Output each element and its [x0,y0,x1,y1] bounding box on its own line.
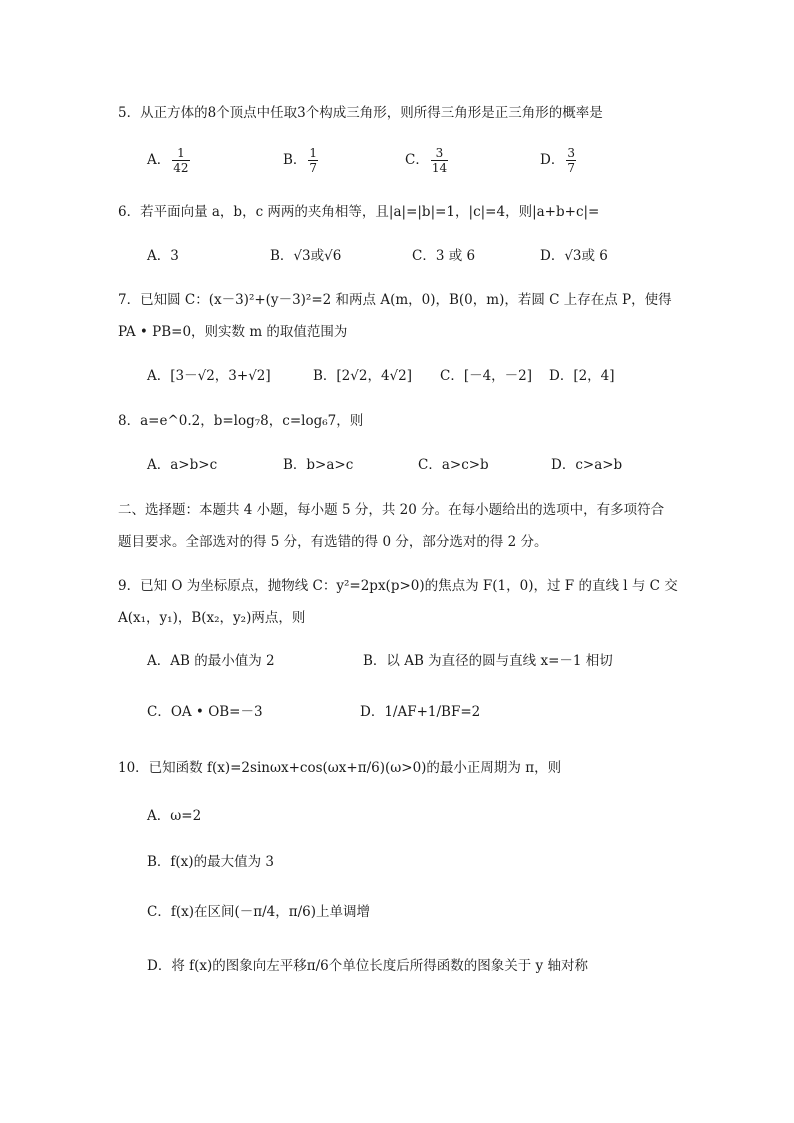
q7-option-c: C．[－4，－2] [440,368,533,384]
q7-option-a: A．[3－√2，3+√2] [147,368,271,384]
q8-option-b: B．b>a>c [283,457,354,473]
q6-stem: 6．若平面向量 a，b，c 两两的夹角相等，且|a|=|b|=1，|c|=4，则|a+b+c|= [118,204,600,220]
q8-option-d: D．c>a>b [551,457,623,473]
q10-option-d: D．将 f(x)的图象向左平移π/6个单位长度后所得函数的图象关于 y 轴对称 [147,958,588,974]
q9-stem-line1: 9．已知 O 为坐标原点，抛物线 C：y²=2px(p>0)的焦点为 F(1，0)，过 F 的直线 l 与 C 交 [118,578,678,594]
q9-option-d: D．1/AF+1/BF=2 [360,704,481,720]
q6-option-a: A．3 [147,248,179,264]
q10-option-b: B．f(x)的最大值为 3 [147,854,274,870]
q9-stem-line2: A(x₁，y₁)，B(x₂，y₂)两点，则 [118,610,306,626]
q7-option-b: B．[2√2，4√2] [313,368,413,384]
q5-option-c: C． $\frac{3}{14}$ [405,146,448,175]
q10-option-a: A．ω=2 [147,808,202,824]
section2-instructions-line2: 题目要求。全部选对的得 5 分，有选错的得 0 分，部分选对的得 2 分。 [118,534,548,550]
q5-stem: 5．从正方体的8个顶点中任取3个构成三角形，则所得三角形是正三角形的概率是 [118,105,603,121]
q6-option-b: B．√3或√6 [270,248,342,264]
q5-option-d: D． $\frac{3}{7}$ [540,146,575,175]
q9-option-c: C．OA • OB=－3 [147,704,263,720]
q7-stem-line2: PA • PB=0，则实数 m 的取值范围为 [118,324,348,340]
section2-instructions-line1: 二、选择题：本题共 4 小题，每小题 5 分，共 20 分。在每小题给出的选项中，有多项符合 [118,502,665,518]
q10-option-c: C．f(x)在区间(－π/4，π/6)上单调增 [147,904,371,920]
q9-option-b: B．以 AB 为直径的圆与直线 x=－1 相切 [363,653,613,669]
q6-option-d: D．√3或 6 [540,248,608,264]
q7-option-d: D．[2，4] [549,368,615,384]
q7-stem-line1: 7．已知圆 C：(x－3)²+(y－3)²=2 和两点 A(m，0)，B(0，m)，若圆 C 上存在点 P，使得 [118,292,672,308]
q6-option-c: C．3 或 6 [412,248,476,264]
q9-option-a: A．AB 的最小值为 2 [147,653,275,669]
q8-option-c: C．a>c>b [418,457,489,473]
q5-option-a: A． $\frac{1}{42}$ [147,146,189,175]
q5-option-b: B． $\frac{1}{7}$ [283,146,318,175]
q8-option-a: A．a>b>c [147,457,218,473]
q10-stem: 10．已知函数 f(x)=2sinωx+cos(ωx+π/6)(ω>0)的最小正周期为 π，则 [118,760,562,776]
q8-stem: 8．a=e^0.2，b=log₇8，c=log₆7，则 [118,413,364,429]
